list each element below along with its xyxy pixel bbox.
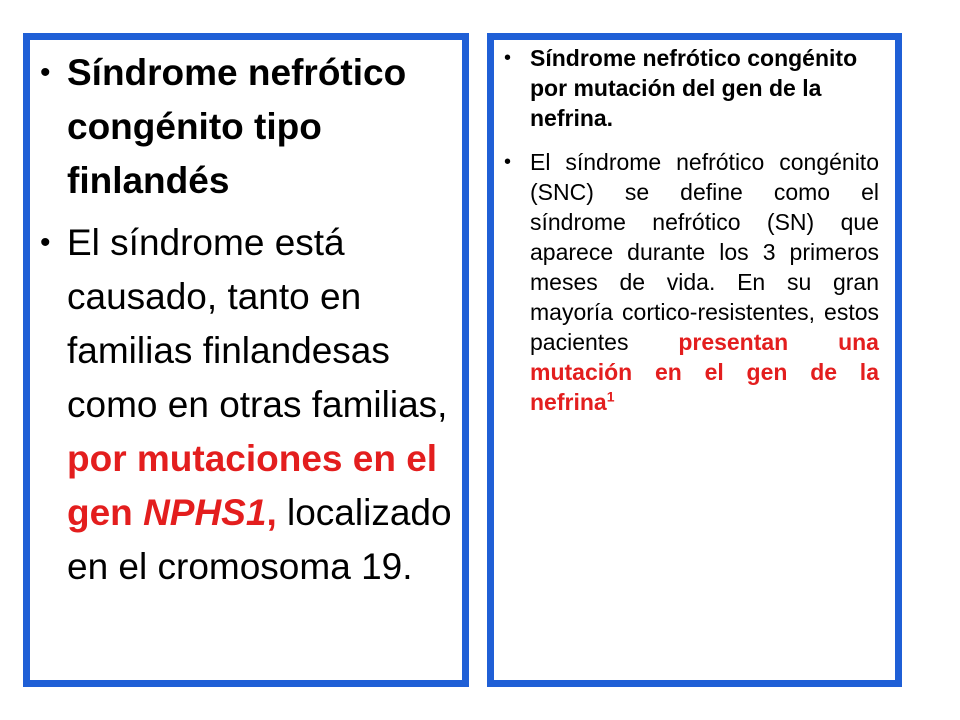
left-bullet-item-2 — [40, 216, 452, 594]
right-bullet-1-text: Síndrome nefrótico congénito por mutación del gen de la nefrina. — [530, 45, 858, 131]
bullet-dot: • — [504, 151, 512, 173]
left-bullet-2-gene: NPHS1 — [143, 492, 267, 533]
left-bullet-2-highlight-1: por mutaciones en el gen — [67, 438, 438, 533]
right-text-box — [487, 33, 902, 687]
right-bullet-2-highlight: presentan una mutación en el gen de la nefrina — [530, 329, 879, 415]
left-bullet-2-highlight-2: , — [266, 492, 277, 533]
bullet-dot: • — [40, 226, 51, 259]
right-bullet-item-2 — [504, 147, 879, 417]
bullet-dot: • — [40, 56, 51, 89]
bullet-dot: • — [504, 47, 512, 69]
left-bullet-2-text-1: El síndrome está causado, tanto en familias finlandesas como en otras familias, — [67, 222, 448, 425]
left-bullet-list — [30, 40, 462, 594]
left-bullet-item-1 — [40, 46, 452, 208]
left-bullet-1-text: Síndrome nefrótico congénito tipo finlandés — [67, 52, 407, 201]
left-bullet-2-text-2: localizado en el cromosoma 19. — [67, 492, 452, 587]
right-bullet-item-1 — [504, 43, 879, 133]
left-text-box — [23, 33, 469, 687]
right-bullet-2-text: El síndrome nefrótico congénito (SNC) se define como el síndrome nefrótico (SN) que aparece durante los 3 primeros meses de vida. En su gran mayoría cortico-resistentes, estos pacientes — [530, 149, 879, 355]
footnote-marker: 1 — [606, 388, 615, 405]
right-bullet-list — [494, 40, 895, 417]
